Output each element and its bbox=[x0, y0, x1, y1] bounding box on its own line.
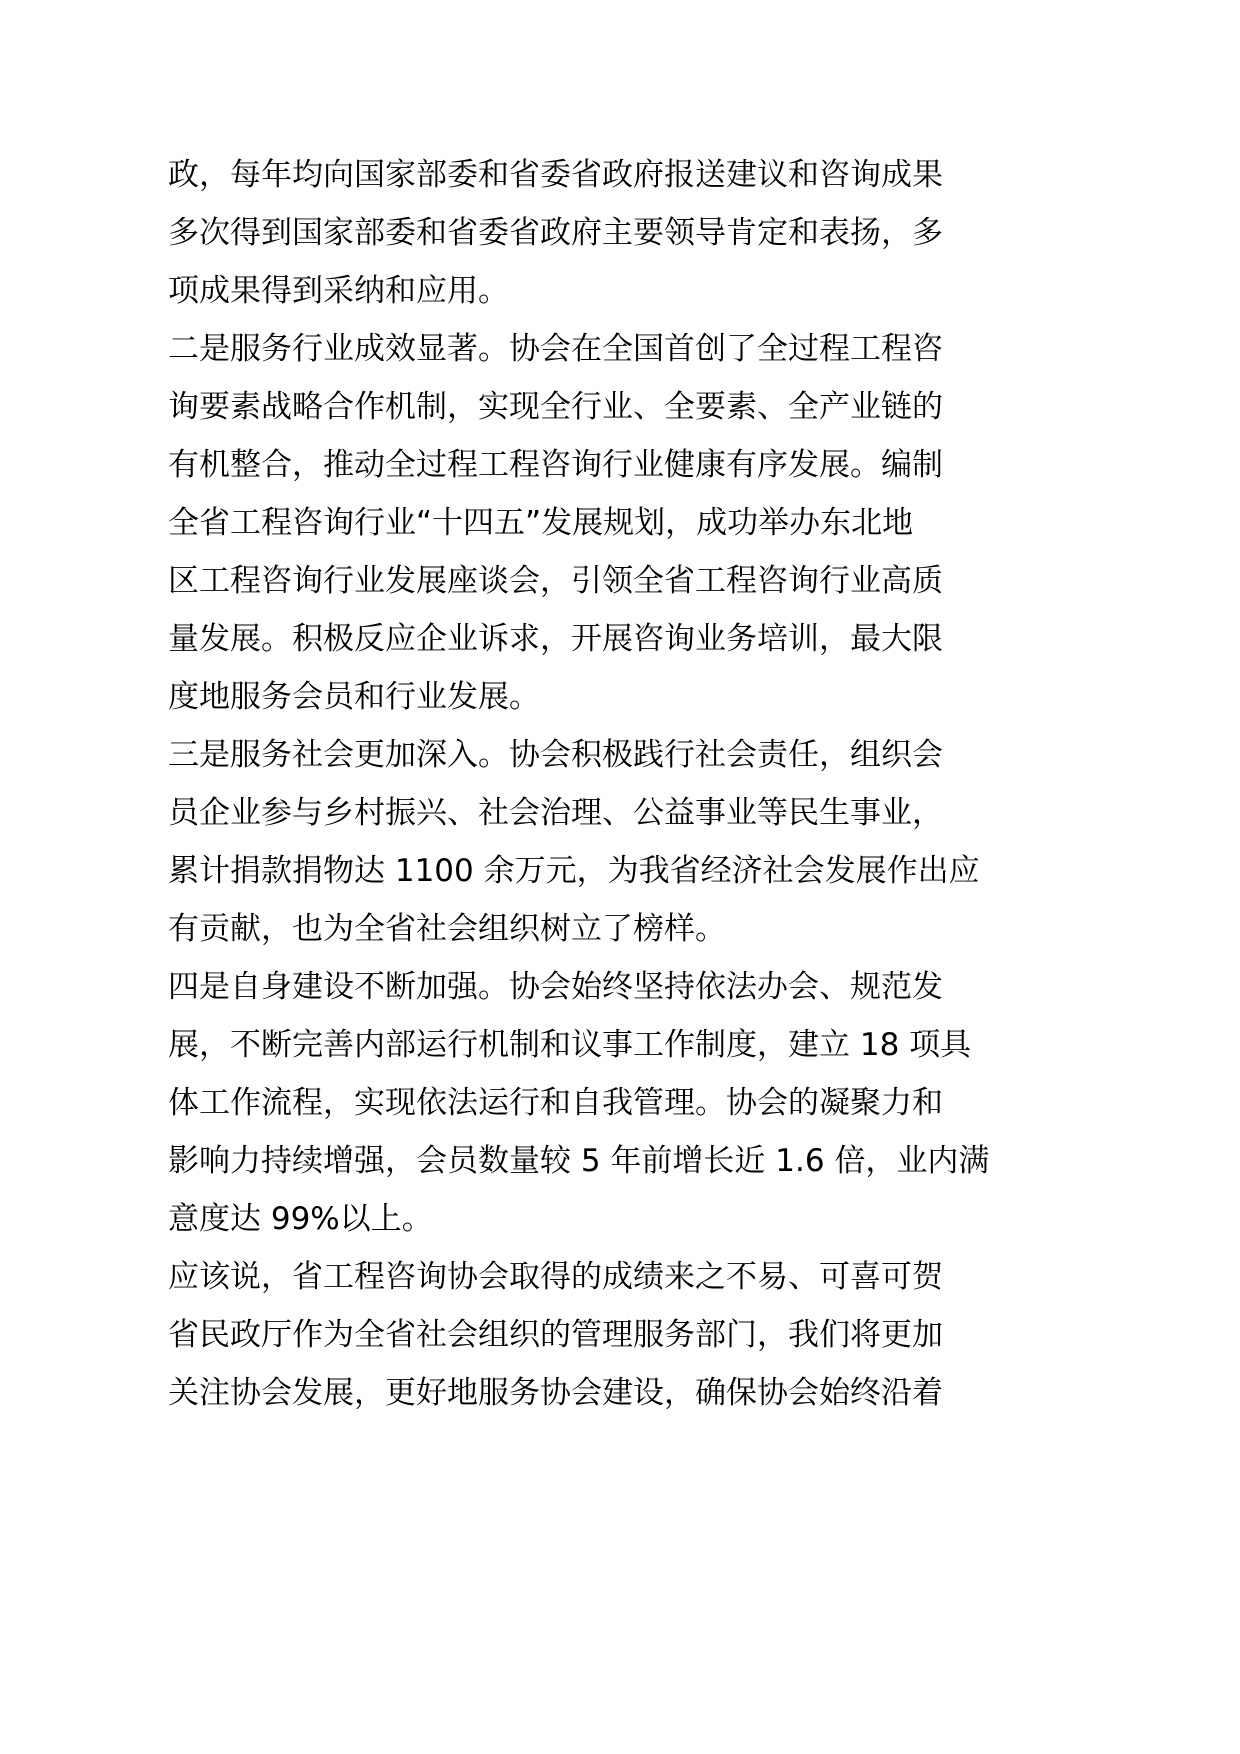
text-line: 员企业参与乡村振兴、社会治理、公益事业等民生事业， bbox=[168, 795, 943, 831]
text-line: 展，不断完善内部运行机制和议事工作制度，建立 18 项具 bbox=[168, 1027, 972, 1063]
text-line: 政，每年均向国家部委和省委省政府报送建议和咨询成果 bbox=[168, 157, 943, 193]
text-line: 三是服务社会更加深入。协会积极践行社会责任，组织会 bbox=[168, 737, 943, 773]
text-line: 有机整合，推动全过程工程咨询行业健康有序发展。编制 bbox=[168, 447, 943, 483]
text-line: 询要素战略合作机制，实现全行业、全要素、全产业链的 bbox=[168, 389, 943, 425]
text-line: 二是服务行业成效显著。协会在全国首创了全过程工程咨 bbox=[168, 331, 943, 367]
text-line: 多次得到国家部委和省委省政府主要领导肯定和表扬，多 bbox=[168, 215, 943, 251]
text-line: 项成果得到采纳和应用。 bbox=[168, 273, 509, 309]
text-line: 累计捐款捐物达 1100 余万元，为我省经济社会发展作出应 bbox=[168, 853, 980, 889]
text-line: 量发展。积极反应企业诉求，开展咨询业务培训，最大限 bbox=[168, 621, 943, 657]
text-line: 省民政厅作为全省社会组织的管理服务部门，我们将更加 bbox=[168, 1317, 943, 1353]
text-line: 体工作流程，实现依法运行和自我管理。协会的凝聚力和 bbox=[168, 1085, 943, 1121]
text-line: 度地服务会员和行业发展。 bbox=[168, 679, 540, 715]
text-line: 影响力持续增强，会员数量较 5 年前增长近 1.6 倍，业内满 bbox=[168, 1143, 990, 1179]
text-line: 关注协会发展，更好地服务协会建设，确保协会始终沿着 bbox=[168, 1375, 943, 1411]
text-line: 应该说，省工程咨询协会取得的成绩来之不易、可喜可贺 bbox=[168, 1259, 943, 1295]
text-line: 意度达 99%以上。 bbox=[168, 1201, 433, 1237]
text-line: 全省工程咨询行业“十四五”发展规划，成功举办东北地 bbox=[168, 505, 914, 541]
text-line: 四是自身建设不断加强。协会始终坚持依法办会、规范发 bbox=[168, 969, 943, 1005]
text-line: 有贡献，也为全省社会组织树立了榜样。 bbox=[168, 911, 726, 947]
text-line: 区工程咨询行业发展座谈会，引领全省工程咨询行业高质 bbox=[168, 563, 943, 599]
